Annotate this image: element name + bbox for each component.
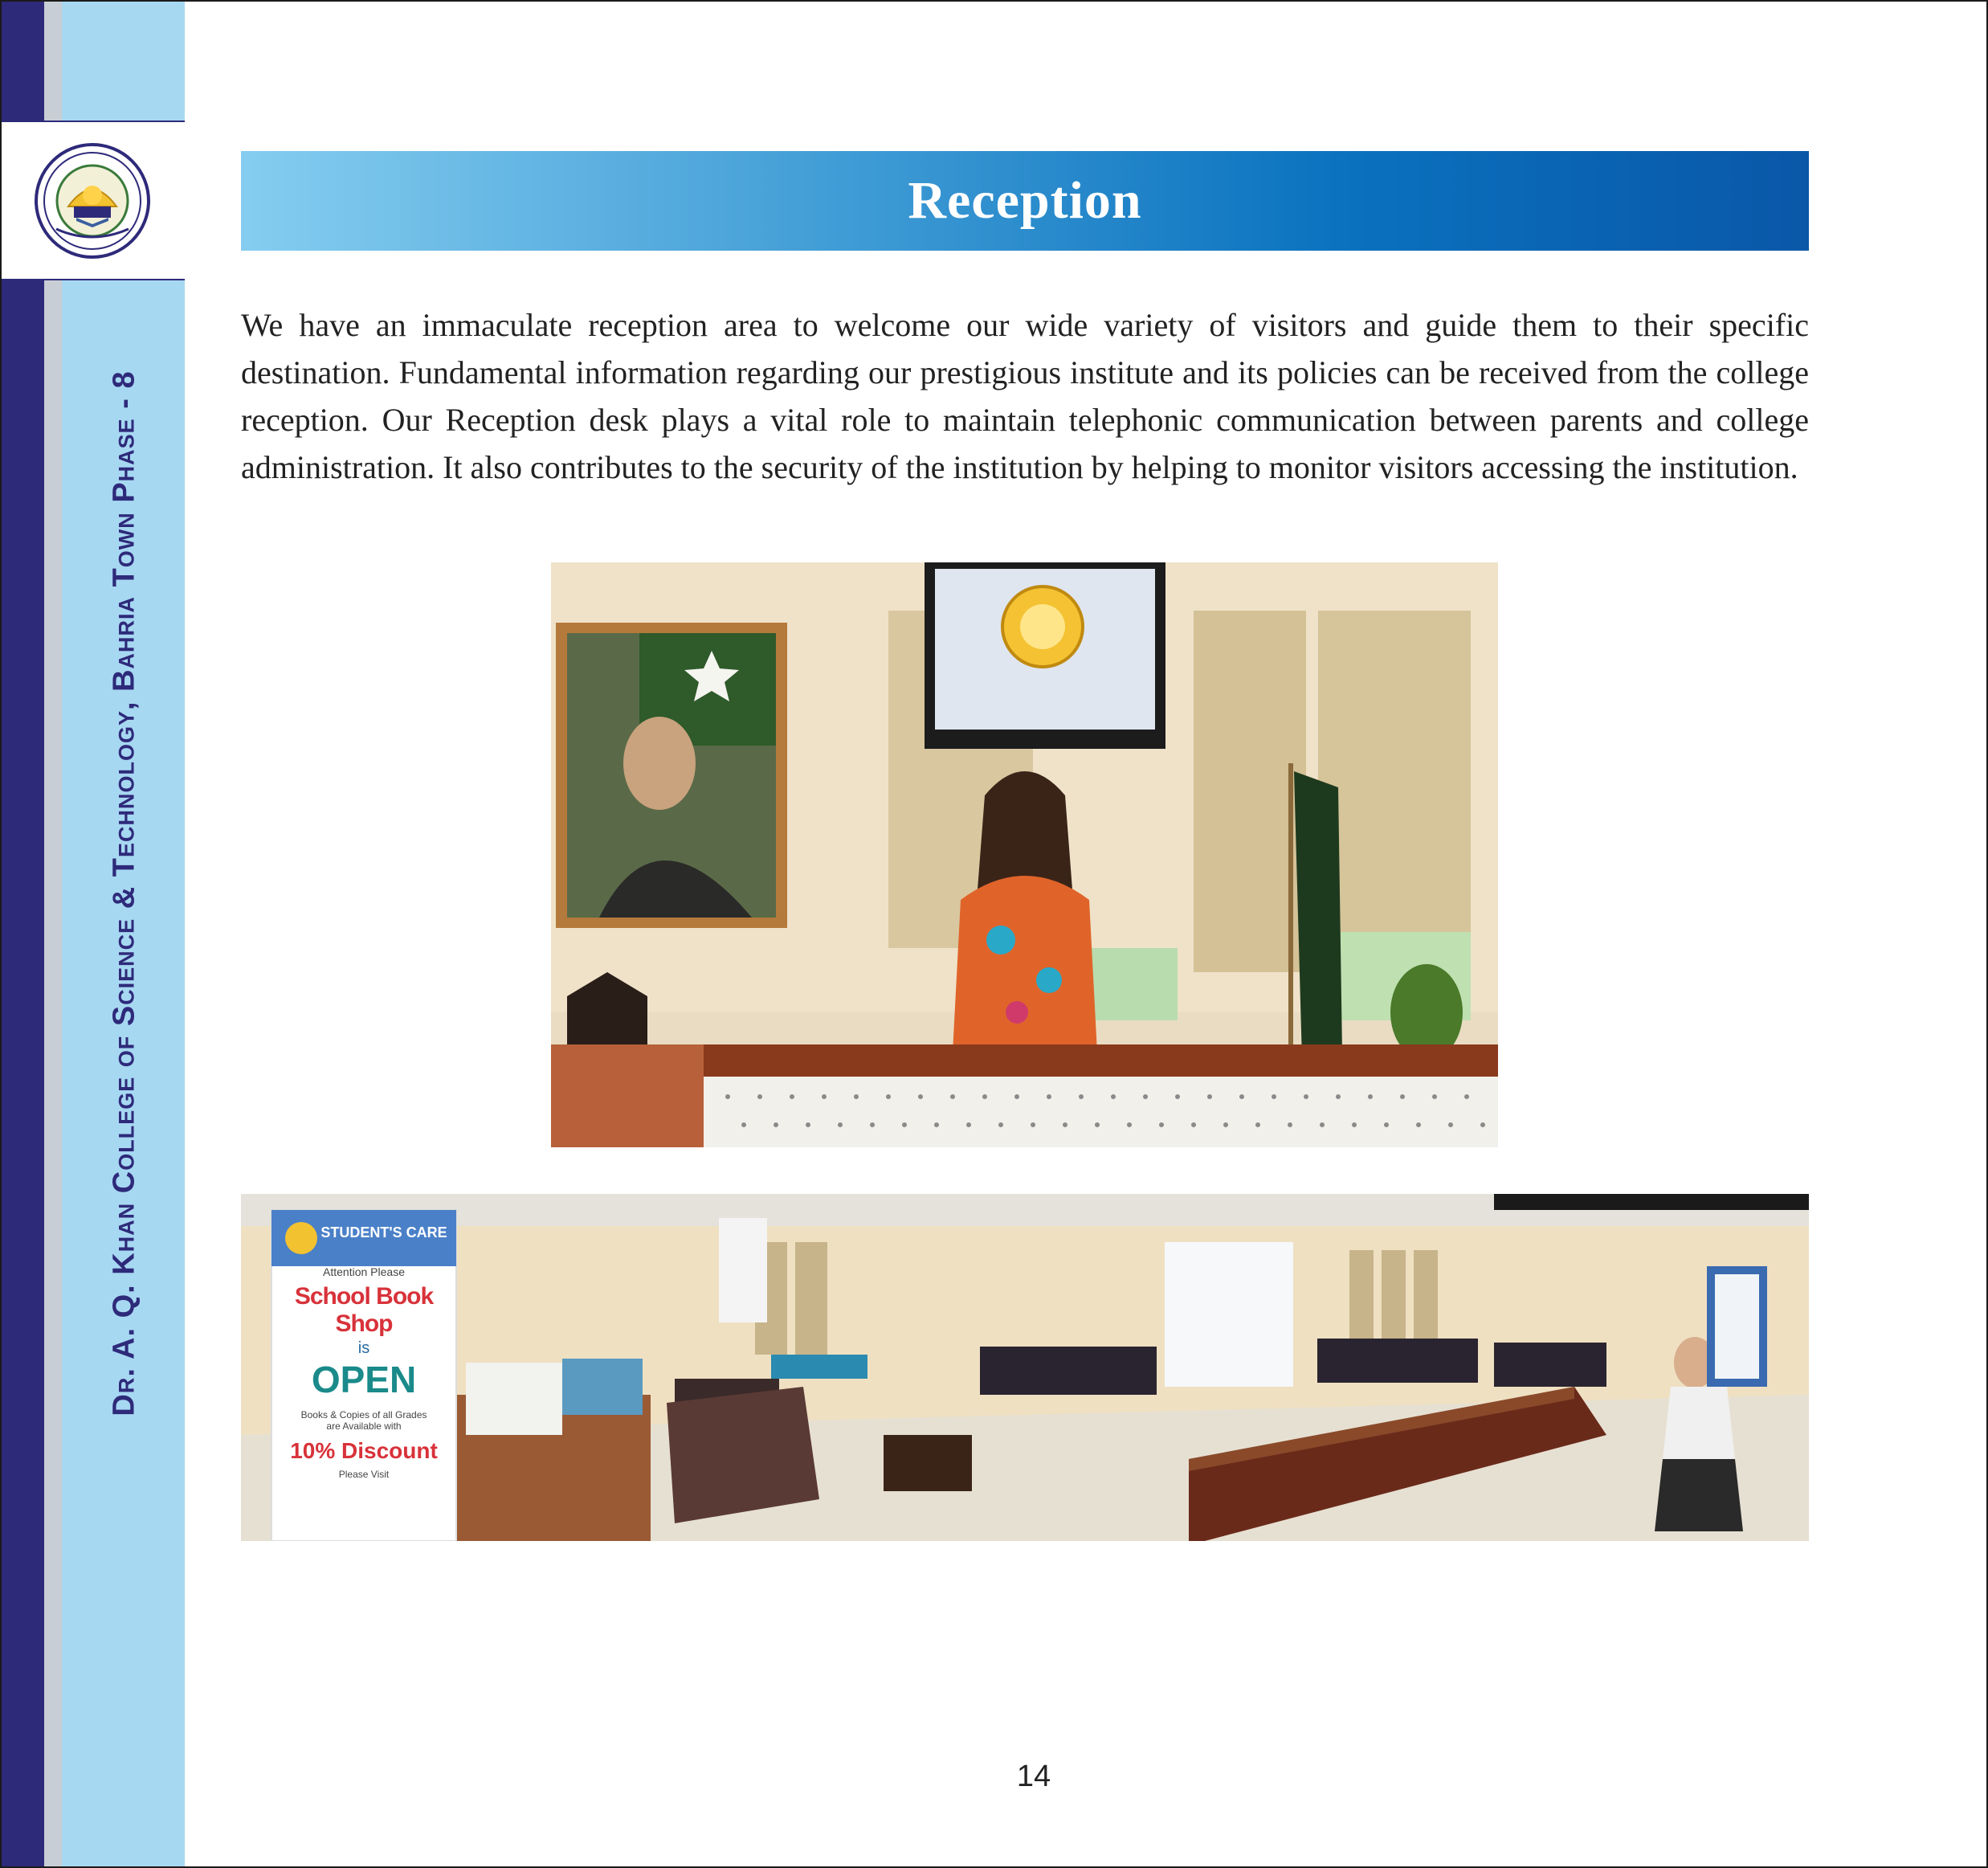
banner-line-open: OPEN (311, 1359, 417, 1400)
banner-line-visit: Please Visit (338, 1469, 390, 1480)
book-shop-banner (271, 1210, 456, 1541)
lobby-panorama-photo (241, 1194, 1809, 1541)
banner-line-is: is (357, 1339, 370, 1357)
section-header-bar (241, 151, 1809, 251)
page-title: Reception (908, 171, 1142, 230)
college-seal-icon (32, 141, 153, 261)
college-logo (0, 121, 185, 280)
banner-line-books: Books & Copies of all Grades (300, 1409, 427, 1420)
banner-line-shop: School Book Shop (294, 1283, 434, 1337)
banner-line-attention: Attention Please (323, 1265, 405, 1278)
banner-line-discount: 10% Discount (290, 1438, 438, 1463)
banner-line-available: are Available with (326, 1420, 402, 1432)
banner-top-label: STUDENT'S CARE (320, 1224, 447, 1241)
page-number: 14 (1016, 1760, 1051, 1793)
reception-desk-photo (551, 562, 1498, 1147)
vertical-college-title: Dr. A. Q. Khan College of Science & Technology, Bahria Town Phase - 8 (107, 370, 141, 1416)
reception-description: We have an immaculate reception area to welcome our wide variety of visitors and guide them to their specific destination. Fundamental information regarding our prestigious institute and its policies can be received from the college reception. Our Reception desk plays a vital role to maintain telephonic communication between parents and college administration. It also contributes to the security of the institution by helping to monitor visitors accessing the institution. (241, 307, 1809, 485)
